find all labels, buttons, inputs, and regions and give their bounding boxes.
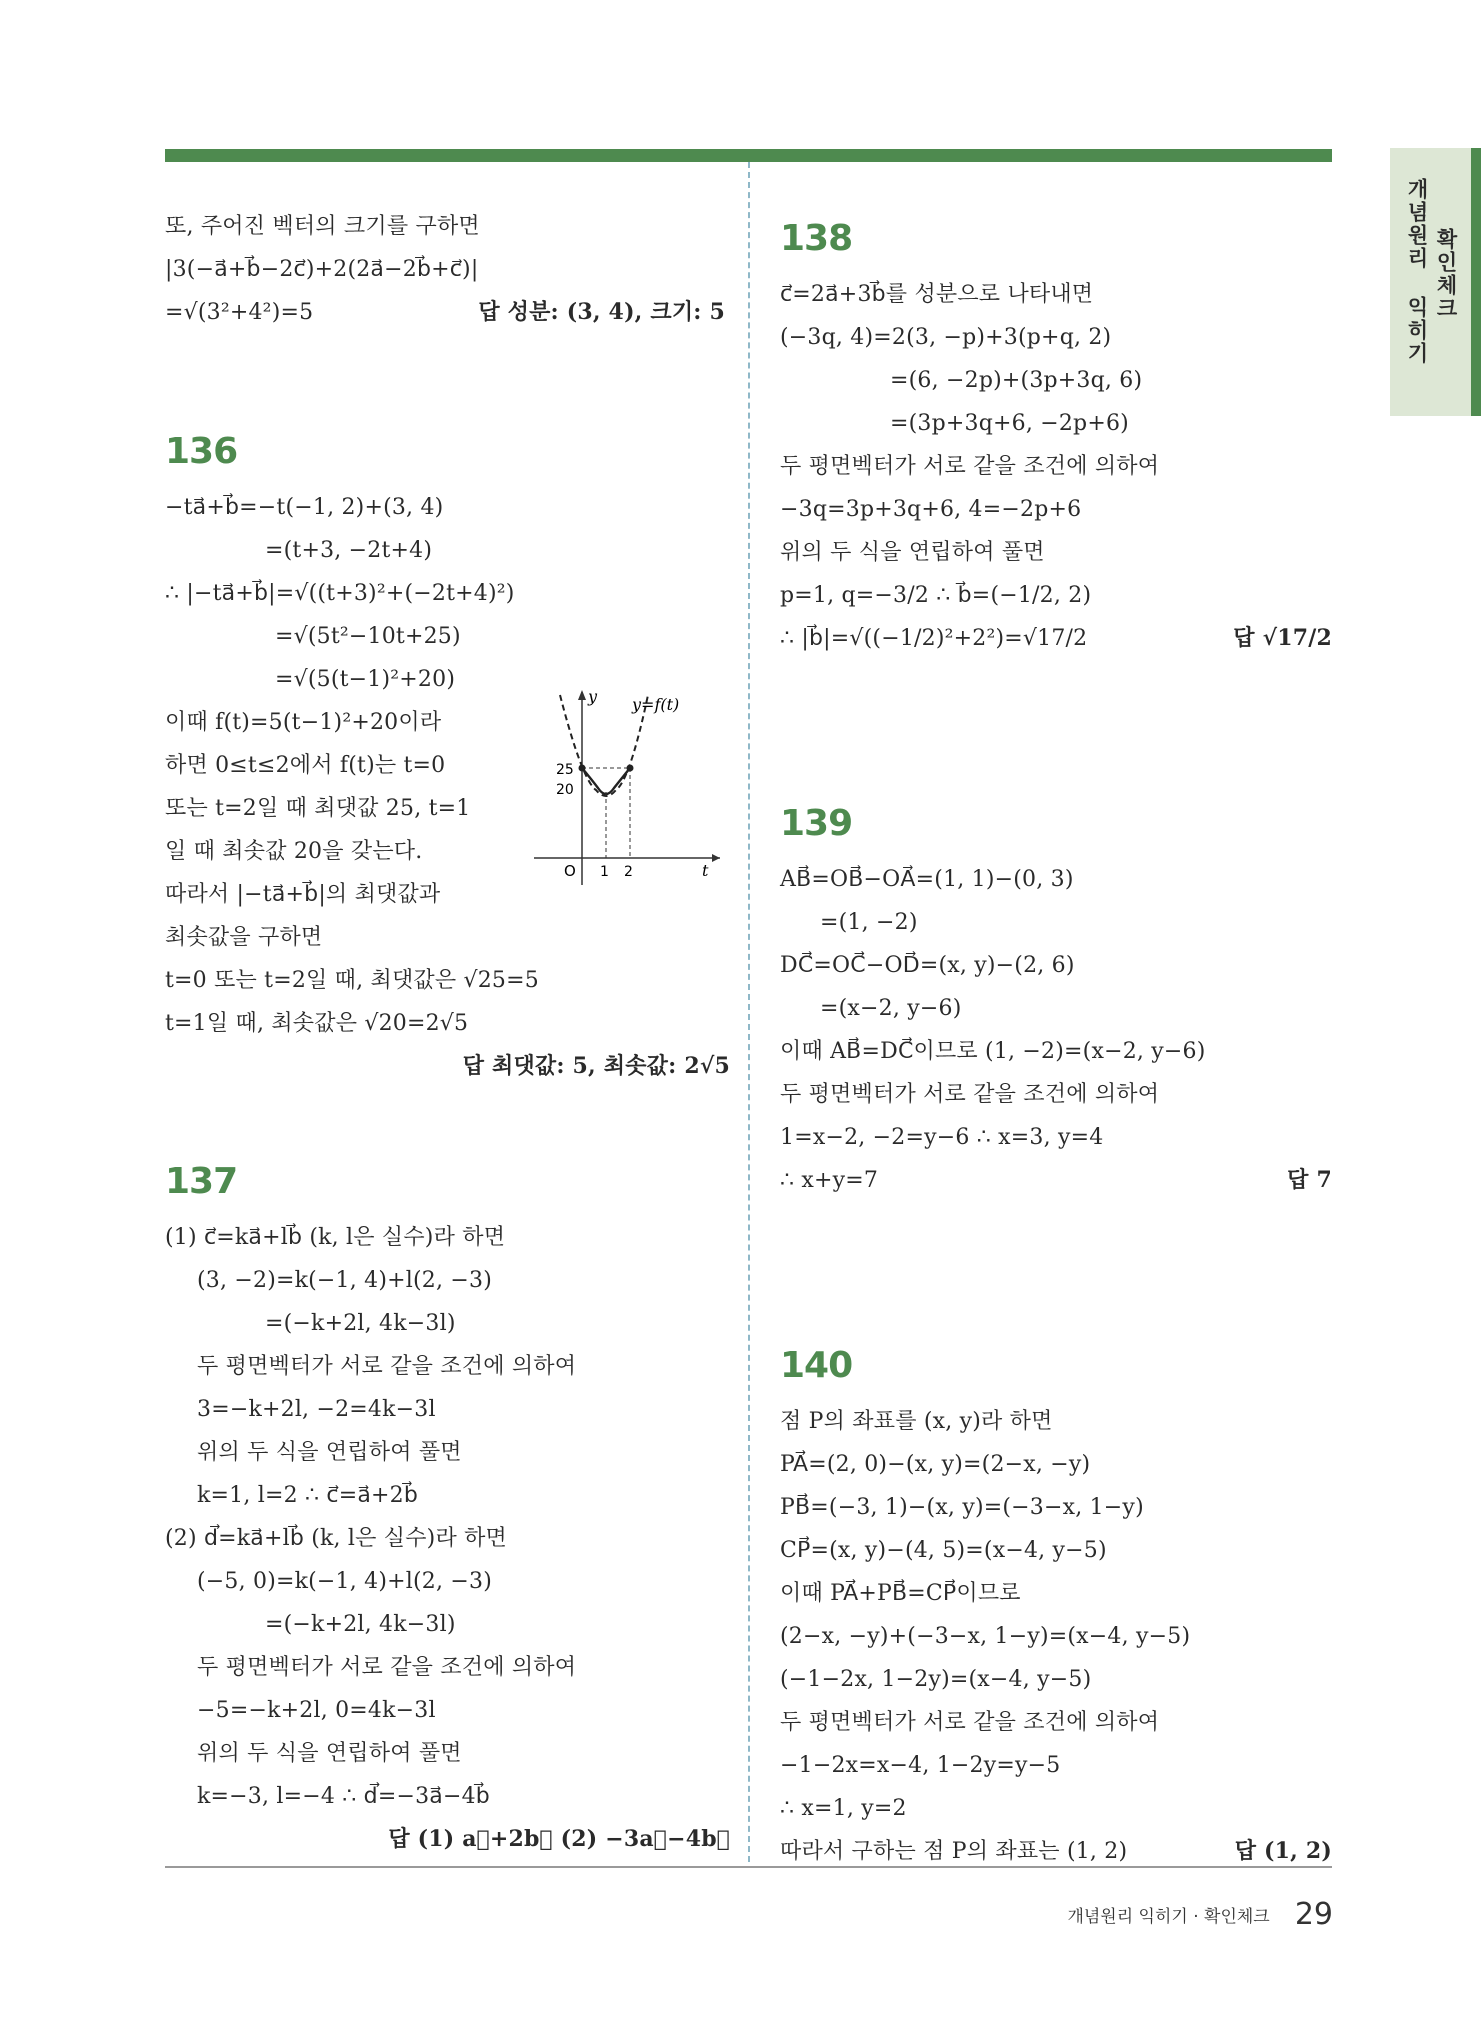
solution-line: =(x−2, y−6)	[820, 996, 962, 1021]
solution-line: ∴ |−ta⃗+b⃗|=√((t+3)²+(−2t+4)²)	[165, 581, 515, 606]
solution-line: =(3p+3q+6, −2p+6)	[890, 411, 1129, 436]
t-axis-arrow	[712, 854, 720, 862]
solution-line: (1) c⃗=ka⃗+lb⃗ (k, l은 실수)라 하면	[165, 1225, 506, 1250]
problem-number: 138	[780, 218, 853, 259]
solution-line: |3(−a⃗+b⃗−2c⃗)+2(2a⃗−2b⃗+c⃗)|	[165, 257, 479, 282]
solution-line: PA⃗=(2, 0)−(x, y)=(2−x, −y)	[780, 1452, 1091, 1477]
solution-line: t=0 또는 t=2일 때, 최댓값은 √25=5	[165, 968, 539, 993]
solution-line: ∴ |b⃗|=√((−1/2)²+2²)=√17/2	[780, 626, 1088, 651]
side-tab-subtitle: 확인체크	[1434, 228, 1458, 320]
solution-line: DC⃗=OC⃗−OD⃗=(x, y)−(2, 6)	[780, 953, 1075, 978]
solution-line: =(−k+2l, 4k−3l)	[265, 1612, 456, 1637]
function-graph	[530, 680, 725, 890]
solution-line: 이때 AB⃗=DC⃗이므로 (1, −2)=(x−2, y−6)	[780, 1039, 1206, 1064]
side-tab-title: 개념원리 익히기	[1405, 178, 1429, 365]
solution-line: 두 평면벡터가 서로 같을 조건에 의하여	[197, 1354, 577, 1379]
answer: 답 (1) a⃗+2b⃗ (2) −3a⃗−4b⃗	[388, 1826, 730, 1852]
solution-line: 또는 t=2일 때 최댓값 25, t=1	[165, 796, 471, 821]
tick-20: 20	[556, 782, 574, 798]
solution-line: (3, −2)=k(−1, 4)+l(2, −3)	[197, 1268, 492, 1293]
solution-line: −5=−k+2l, 0=4k−3l	[197, 1698, 436, 1723]
solution-line: 따라서 |−ta⃗+b⃗|의 최댓값과	[165, 882, 441, 907]
problem-number: 140	[780, 1345, 853, 1386]
right-column	[780, 205, 1332, 1873]
solution-line: 일 때 최솟값 20을 갖는다.	[165, 839, 423, 864]
top-rule	[165, 149, 1332, 162]
solution-line: 이때 f(t)=5(t−1)²+20이라	[165, 710, 442, 735]
t-label: t	[702, 861, 709, 880]
page-number: 29	[1294, 1897, 1333, 1932]
solution-line: k=1, l=2 ∴ c⃗=a⃗+2b⃗	[197, 1483, 419, 1508]
problem-number: 137	[165, 1161, 238, 1202]
tick-1: 1	[600, 864, 609, 880]
solution-line: (−5, 0)=k(−1, 4)+l(2, −3)	[197, 1569, 492, 1594]
origin-label: O	[564, 862, 576, 880]
answer: 답 최댓값: 5, 최솟값: 2√5	[462, 1053, 730, 1079]
solution-line: (2) d⃗=ka⃗+lb⃗ (k, l은 실수)라 하면	[165, 1526, 508, 1551]
answer: 답 √17/2	[1233, 625, 1332, 651]
answer: 답 (1, 2)	[1234, 1838, 1332, 1864]
left-column	[165, 205, 730, 1861]
answer: 답 7	[1287, 1167, 1332, 1193]
solution-line: =(6, −2p)+(3p+3q, 6)	[890, 368, 1143, 393]
column-divider	[748, 162, 750, 1862]
solution-line: CP⃗=(x, y)−(4, 5)=(x−4, y−5)	[780, 1538, 1107, 1563]
solution-line: −1−2x=x−4, 1−2y=y−5	[780, 1753, 1061, 1778]
solution-line: 따라서 구하는 점 P의 좌표는 (1, 2)	[780, 1839, 1128, 1864]
solution-line: 하면 0≤t≤2에서 f(t)는 t=0	[165, 753, 446, 778]
solution-line: c⃗=2a⃗+3b⃗를 성분으로 나타내면	[780, 282, 1094, 307]
solution-line: =√(3²+4²)=5	[165, 300, 314, 325]
solution-line: 이때 PA⃗+PB⃗=CP⃗이므로	[780, 1581, 1021, 1606]
problem-number: 139	[780, 803, 853, 844]
solution-line: (−3q, 4)=2(3, −p)+3(p+q, 2)	[780, 325, 1112, 350]
y-axis-arrow	[578, 690, 586, 700]
solution-line: 위의 두 식을 연립하여 풀면	[197, 1440, 462, 1465]
solution-line: 위의 두 식을 연립하여 풀면	[780, 540, 1045, 565]
answer: 답 성분: (3, 4), 크기: 5	[478, 299, 725, 325]
footer-text: 개념원리 익히기 · 확인체크	[1067, 1907, 1270, 1927]
solution-line: =√(5t²−10t+25)	[275, 624, 461, 649]
solution-line: 또, 주어진 벡터의 크기를 구하면	[165, 214, 480, 239]
solution-line: =(1, −2)	[820, 910, 918, 935]
solution-line: k=−3, l=−4 ∴ d⃗=−3a⃗−4b⃗	[197, 1784, 490, 1809]
solution-line: t=1일 때, 최솟값은 √20=2√5	[165, 1011, 469, 1036]
solution-line: (−1−2x, 1−2y)=(x−4, y−5)	[780, 1667, 1092, 1692]
solution-line: 점 P의 좌표를 (x, y)라 하면	[780, 1409, 1053, 1434]
solution-line: 위의 두 식을 연립하여 풀면	[197, 1741, 462, 1766]
func-label: y=f(t)	[632, 695, 680, 714]
solution-line: −3q=3p+3q+6, 4=−2p+6	[780, 497, 1082, 522]
page-footer	[1067, 1897, 1333, 1932]
side-tab[interactable]	[1390, 148, 1481, 416]
tick-2: 2	[624, 864, 633, 880]
solution-line: 두 평면벡터가 서로 같을 조건에 의하여	[780, 1710, 1160, 1735]
solution-line: −ta⃗+b⃗=−t(−1, 2)+(3, 4)	[165, 495, 444, 520]
solution-line: =(−k+2l, 4k−3l)	[265, 1311, 456, 1336]
solution-line: 최솟값을 구하면	[165, 925, 323, 950]
solution-line: =(t+3, −2t+4)	[265, 538, 433, 563]
problem-number: 136	[165, 431, 238, 472]
solution-line: 3=−k+2l, −2=4k−3l	[197, 1397, 436, 1422]
solution-line: ∴ x=1, y=2	[780, 1796, 907, 1821]
tick-25: 25	[556, 762, 574, 778]
solution-line: 두 평면벡터가 서로 같을 조건에 의하여	[780, 1082, 1160, 1107]
solution-line: AB⃗=OB⃗−OA⃗=(1, 1)−(0, 3)	[780, 867, 1074, 892]
solution-line: p=1, q=−3/2 ∴ b⃗=(−1/2, 2)	[780, 583, 1092, 608]
solution-line: PB⃗=(−3, 1)−(x, y)=(−3−x, 1−y)	[780, 1495, 1144, 1520]
solution-line: 두 평면벡터가 서로 같을 조건에 의하여	[780, 454, 1160, 479]
solution-line: =√(5(t−1)²+20)	[275, 667, 456, 692]
solution-line: (2−x, −y)+(−3−x, 1−y)=(x−4, y−5)	[780, 1624, 1191, 1649]
y-label: y	[588, 687, 598, 706]
solution-line: 1=x−2, −2=y−6 ∴ x=3, y=4	[780, 1125, 1104, 1150]
solution-line: ∴ x+y=7	[780, 1168, 879, 1193]
solution-line: 두 평면벡터가 서로 같을 조건에 의하여	[197, 1655, 577, 1680]
